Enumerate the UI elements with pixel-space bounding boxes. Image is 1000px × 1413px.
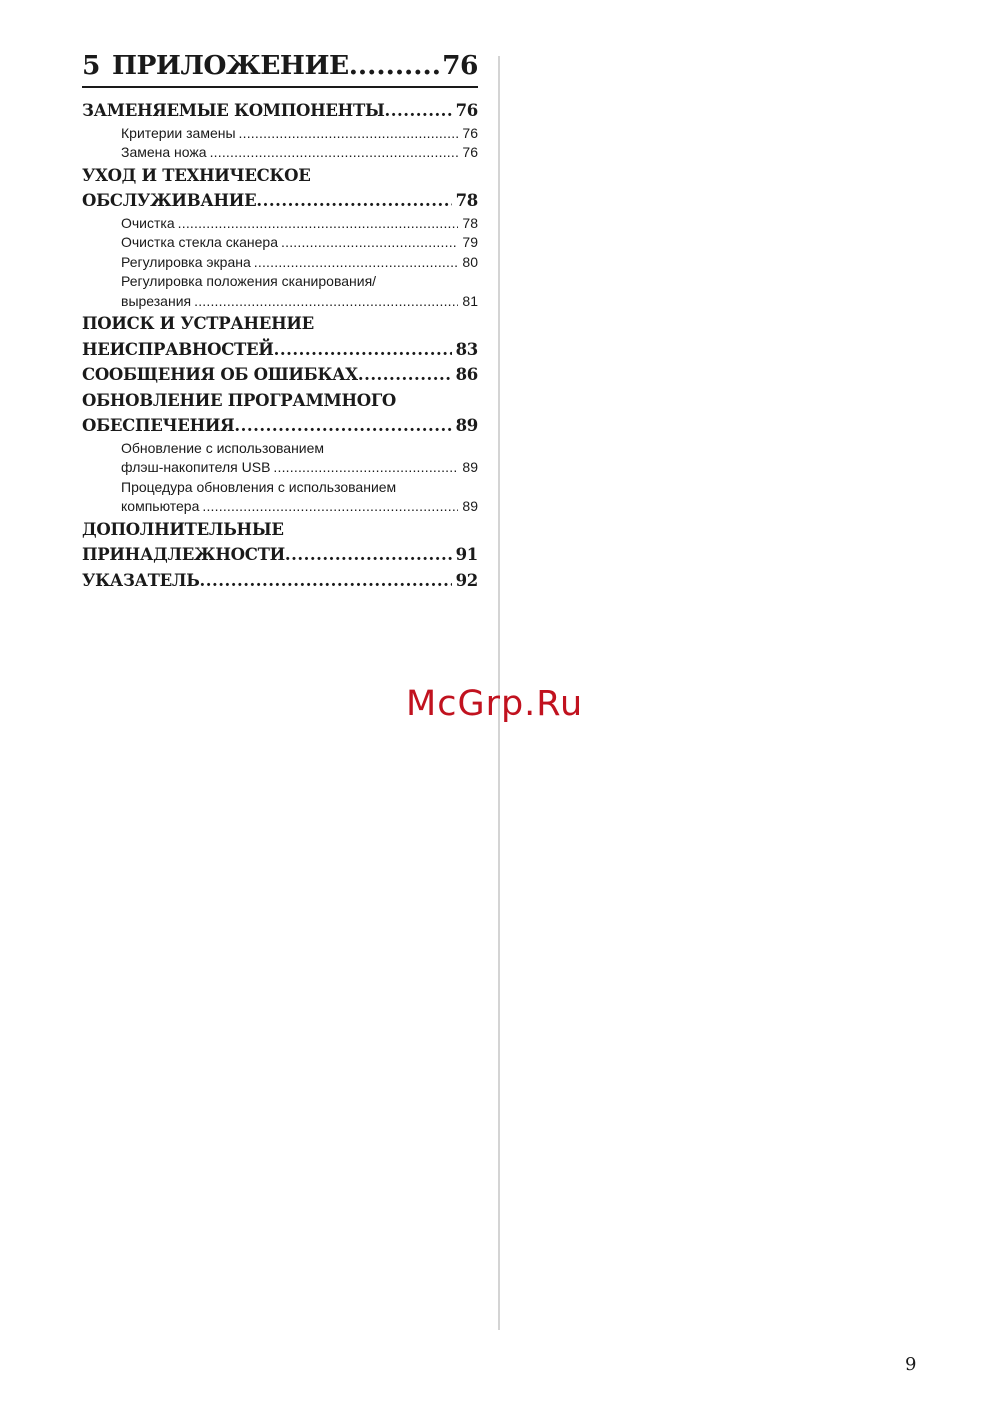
toc-entry-title: ПОИСК И УСТРАНЕНИЕ (82, 314, 314, 333)
toc-entry-page: 76 (462, 124, 478, 141)
toc-entry-page: 78 (455, 191, 478, 210)
dot-leader (234, 413, 451, 439)
page-number: 9 (905, 1354, 917, 1375)
toc-entry-page: 83 (455, 339, 478, 359)
toc-entry-line-wrapped (82, 439, 478, 459)
toc-entry-page: 92 (455, 570, 478, 590)
toc-entry-title: ЗАМЕНЯЕМЫЕ КОМПОНЕНТЫ (82, 101, 385, 120)
toc-entry-title: ДОПОЛНИТЕЛЬНЫЕ (82, 519, 284, 539)
toc-entry-title: ОБЕСПЕЧЕНИЯ (82, 416, 235, 435)
chapter-heading[interactable] (82, 50, 478, 88)
dot-leader (194, 292, 458, 312)
chapter-number: 5 (82, 50, 100, 81)
toc-entry-page: 79 (462, 234, 478, 250)
dot-leader (239, 124, 459, 144)
toc-entry-title: вырезания (121, 292, 192, 309)
toc-entry-line (82, 362, 478, 388)
dot-leader (358, 362, 452, 388)
dot-leader (202, 497, 458, 517)
toc-subsection-entry[interactable] (82, 439, 478, 478)
toc-entry-line (82, 98, 478, 124)
dot-leader (256, 188, 451, 214)
toc-entry-page: 80 (462, 253, 478, 270)
toc-entry-page: 76 (462, 144, 478, 160)
toc-entry-line (82, 568, 478, 594)
toc-entry-page: 78 (462, 214, 478, 231)
toc-entry-page: 89 (462, 459, 478, 475)
toc-entry-title: Замена ножа (121, 144, 207, 160)
chapter-title: ПРИЛОЖЕНИЕ (111, 50, 349, 81)
toc-entry-title: Обновление с использованием (121, 439, 325, 456)
toc-entry-title: Очистка (121, 214, 175, 231)
dot-leader (273, 458, 458, 478)
toc-section-entry[interactable] (82, 517, 478, 568)
toc-entry-title: ОБНОВЛЕНИЕ ПРОГРАММНОГО (82, 390, 397, 410)
toc-entry-line (82, 542, 478, 568)
toc-section-entry[interactable] (82, 98, 478, 124)
toc-entry-title: Процедура обновления с использованием (121, 478, 397, 495)
toc-entry-title: УКАЗАТЕЛЬ (82, 570, 200, 590)
toc-entry-line (82, 233, 478, 253)
toc-subsection-entry[interactable] (82, 478, 478, 517)
toc-entry-title: ОБСЛУЖИВАНИЕ (82, 191, 257, 210)
toc-section-entry[interactable] (82, 362, 478, 388)
toc-entry-title: компьютера (121, 498, 200, 514)
toc-entry-line (82, 188, 478, 214)
dot-leader (254, 253, 459, 273)
toc-entry-line (82, 497, 478, 517)
toc-subsection-entry[interactable] (82, 214, 478, 234)
toc-entry-line-wrapped (82, 478, 478, 498)
toc-entry-page: 89 (455, 416, 478, 435)
toc-entry-line (82, 458, 478, 478)
toc-section-entry[interactable] (82, 388, 478, 439)
toc-entry-line-wrapped (82, 388, 478, 414)
toc-entry-page: 76 (455, 101, 478, 120)
dot-leader (178, 214, 459, 234)
toc-entry-line (82, 292, 478, 312)
toc-entry-title: Регулировка экрана (121, 253, 251, 270)
toc-entry-page: 81 (462, 292, 478, 309)
toc-entry-line (82, 143, 478, 163)
toc-section-entry[interactable] (82, 311, 478, 362)
toc-entry-line-wrapped (82, 517, 478, 543)
toc-entry-title: ПРИНАДЛЕЖНОСТИ (82, 545, 285, 564)
dot-leader (285, 542, 452, 568)
toc-subsection-entry[interactable] (82, 143, 478, 163)
dot-leader (281, 233, 458, 253)
toc-section-entry[interactable] (82, 568, 478, 594)
toc-entry-line-wrapped (82, 311, 478, 337)
toc-entry-page: 91 (455, 545, 478, 564)
toc-entry-line (82, 337, 478, 363)
dot-leader (349, 50, 442, 82)
toc-entry-line (82, 214, 478, 234)
toc-entry-page: 89 (462, 498, 478, 514)
toc-subsection-entry[interactable] (82, 233, 478, 253)
toc-entry-line (82, 124, 478, 144)
toc-subsection-entry[interactable] (82, 124, 478, 144)
toc-entry-line-wrapped (82, 272, 478, 292)
toc-entry-title: флэш-накопителя USB (121, 459, 271, 475)
chapter-page: 76 (442, 50, 478, 81)
table-of-contents (82, 50, 478, 593)
toc-entry-title: НЕИСПРАВНОСТЕЙ (82, 339, 274, 359)
toc-entry-title: Регулировка положения сканирования/ (121, 273, 377, 289)
dot-leader (210, 143, 459, 163)
toc-entry-title: Критерии замены (121, 124, 236, 141)
toc-entry-title: СООБЩЕНИЯ ОБ ОШИБКАХ (82, 365, 358, 384)
dot-leader (200, 568, 452, 594)
watermark: McGrp.Ru (406, 684, 584, 724)
toc-section-entry[interactable] (82, 163, 478, 214)
toc-entry-title: Очистка стекла сканера (121, 234, 279, 250)
toc-entry-line (82, 253, 478, 273)
toc-entries (82, 98, 478, 593)
toc-entry-page: 86 (455, 365, 478, 384)
toc-subsection-entry[interactable] (82, 253, 478, 273)
dot-leader (384, 98, 451, 124)
toc-subsection-entry[interactable] (82, 272, 478, 311)
toc-entry-line-wrapped (82, 163, 478, 189)
toc-entry-title: УХОД И ТЕХНИЧЕСКОЕ (82, 165, 311, 185)
toc-entry-line (82, 413, 478, 439)
dot-leader (274, 337, 452, 363)
